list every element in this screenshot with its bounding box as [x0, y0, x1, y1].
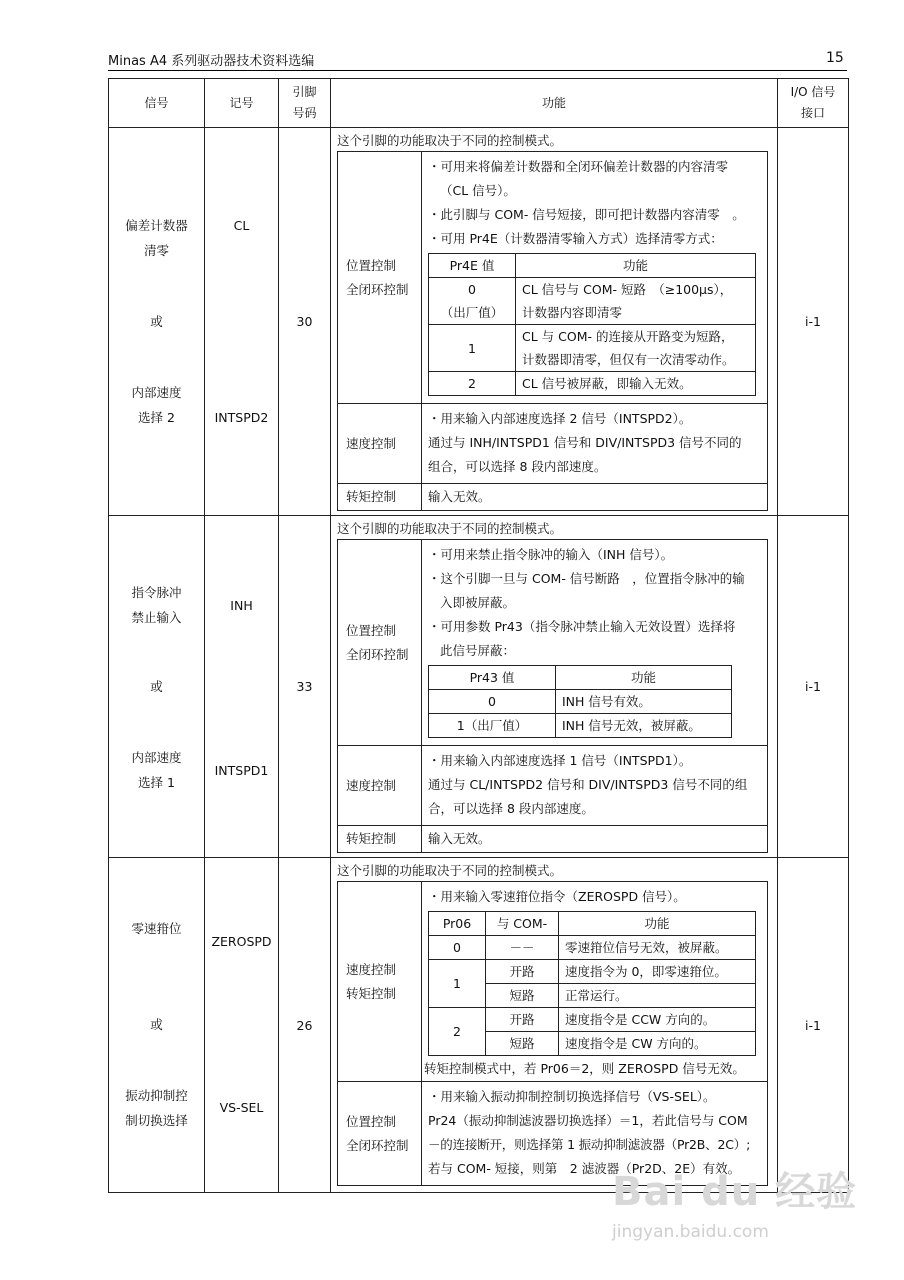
- function-line1: CL 与 COM- 的连接从开路变为短路，: [522, 329, 734, 344]
- mode-row-position: [338, 540, 768, 746]
- function-cell: [331, 858, 778, 1193]
- description-line: 此信号屏蔽：: [440, 643, 516, 658]
- signal-cell: [109, 858, 205, 1193]
- symbol-b: INTSPD2: [214, 409, 269, 425]
- signal-name-a-line1: 零速箝位: [131, 921, 182, 936]
- pr06-function: 速度指令为 0，即零速箝位。: [559, 960, 756, 984]
- symbol-a: CL: [233, 217, 250, 233]
- description-line: ・用来输入内部速度选择 1 信号（INTSPD1）。: [428, 753, 692, 768]
- mode-description-speed-torque: [422, 882, 768, 1082]
- function-cell: [331, 128, 778, 516]
- pr06-value: 1: [429, 960, 486, 1008]
- function-line2: 计数器即清零，但仅有一次清零动作。: [522, 352, 735, 367]
- signal-name-b-line1: 内部速度: [131, 750, 182, 765]
- signal-name-a-line2: 清零: [143, 242, 169, 258]
- col-header-io-line2: 接口: [800, 106, 825, 120]
- mode-row-torque: [338, 484, 768, 511]
- table-row: [429, 714, 732, 738]
- mode-description-torque: 输入无效。: [422, 484, 768, 511]
- pr06-header-com: 与 COM-: [486, 912, 559, 936]
- pr06-com-state: －－: [486, 936, 559, 960]
- description-line: ・可用 Pr4E（计数器清零输入方式）选择清零方式：: [428, 231, 723, 246]
- symbol-b: INTSPD1: [214, 763, 269, 778]
- symbol-cell: [205, 128, 279, 516]
- pr43-table: [428, 665, 732, 738]
- pr4e-function: [516, 325, 756, 372]
- pr4e-value: [429, 278, 516, 325]
- signal-name-b-line1: 振动抑制控: [125, 1088, 188, 1103]
- io-interface: i-1: [778, 516, 849, 858]
- pr06-com-state: 开路: [486, 1008, 559, 1032]
- torque-mode-note: 转矩控制模式中，若 Pr06＝2，则 ZEROSPD 信号无效。: [424, 1061, 745, 1076]
- signal-name-b-line2: 制切换选择: [125, 1113, 188, 1128]
- description-line: ・可用来将偏差计数器和全闭环偏差计数器的内容清零: [428, 159, 729, 174]
- col-header-pin-line2: 号码: [292, 106, 317, 120]
- page-number: 15: [826, 50, 844, 66]
- pr4e-value: 1: [429, 325, 516, 372]
- pr4e-function: [516, 278, 756, 325]
- function-line2: 计数器内容即清零: [522, 305, 623, 320]
- pr43-header-function: 功能: [556, 666, 732, 690]
- mode-table: [337, 151, 768, 511]
- mode-description-position: [422, 152, 768, 404]
- signal-name-b-line1: 内部速度: [131, 384, 182, 400]
- mode-label-line2: 转矩控制: [346, 985, 397, 1001]
- mode-description-position: [422, 540, 768, 746]
- mode-label-torque: 转矩控制: [338, 484, 422, 511]
- symbol-a: INH: [230, 598, 253, 613]
- mode-description-speed: [422, 404, 768, 484]
- symbol-cell: [205, 858, 279, 1193]
- mode-row-position: [338, 152, 768, 404]
- pr06-table: [428, 911, 756, 1056]
- table-row-pin-26: [109, 858, 849, 1193]
- description-line: （CL 信号）。: [440, 183, 516, 198]
- table-row: [429, 936, 756, 960]
- description-line: ・这个引脚一旦与 COM- 信号断路 ，位置指令脉冲的输: [428, 571, 745, 586]
- pr06-header-function: 功能: [559, 912, 756, 936]
- col-header-pin-line1: 引脚: [292, 85, 317, 99]
- description-line: ・用来输入零速箝位指令（ZEROSPD 信号）。: [428, 889, 686, 904]
- signal-or: 或: [150, 679, 163, 694]
- description-line: 组合，可以选择 8 段内部速度。: [428, 459, 607, 474]
- description-line: 合，可以选择 8 段内部速度。: [428, 801, 594, 816]
- mode-row-speed: [338, 404, 768, 484]
- col-header-symbol: 记号: [205, 79, 279, 128]
- mode-label-speed-torque: [338, 882, 422, 1082]
- document-header-title: Minas A4 系列驱动器技术资料选编: [108, 54, 315, 69]
- pr43-header-value: Pr43 值: [429, 666, 556, 690]
- mode-label-line1: 位置控制: [346, 1113, 397, 1129]
- signal-name-a-line1: 偏差计数器: [125, 217, 188, 233]
- function-cell: [331, 516, 778, 858]
- mode-label-torque: 转矩控制: [338, 826, 422, 853]
- mode-label-speed: 速度控制: [338, 746, 422, 826]
- header-rule: [108, 70, 847, 71]
- pr06-function: 零速箝位信号无效，被屏蔽。: [559, 936, 756, 960]
- signal-name-a-line1: 指令脉冲: [131, 585, 182, 600]
- signal-name-b-line2: 选择 2: [138, 409, 175, 425]
- pr4e-header-function: 功能: [516, 254, 756, 278]
- mode-label-position: [338, 152, 422, 404]
- mode-label-position: [338, 1082, 422, 1186]
- mode-row-torque: [338, 826, 768, 853]
- description-line: 入即被屏蔽。: [440, 595, 516, 610]
- pr4e-value: 2: [429, 372, 516, 396]
- description-line: －的连接断开，则选择第 1 振动抑制滤波器（Pr2B、2C）;: [428, 1137, 751, 1152]
- watermark-brand: Bai du 经验: [612, 1169, 858, 1215]
- col-header-function: 功能: [331, 79, 778, 128]
- description-line: 通过与 INH/INTSPD1 信号和 DIV/INTSPD3 信号不同的: [428, 435, 742, 450]
- io-interface: i-1: [778, 128, 849, 516]
- signal-cell: [109, 128, 205, 516]
- function-line1: CL 信号与 COM- 短路 （≥100μs），: [522, 282, 733, 297]
- mode-label-line1: 位置控制: [346, 622, 397, 638]
- pr06-function: 正常运行。: [559, 984, 756, 1008]
- pr43-function: INH 信号有效。: [556, 690, 732, 714]
- function-intro: 这个引脚的功能取决于不同的控制模式。: [337, 863, 563, 878]
- mode-label-line2: 全闭环控制: [346, 646, 409, 662]
- watermark-url: jingyan.baidu.com: [612, 1222, 769, 1242]
- function-intro: 这个引脚的功能取决于不同的控制模式。: [337, 521, 563, 536]
- pr4e-function: CL 信号被屏蔽，即输入无效。: [516, 372, 756, 396]
- mode-label-speed: 速度控制: [338, 404, 422, 484]
- signal-name-b-line2: 选择 1: [138, 775, 175, 790]
- pr06-function: 速度指令是 CCW 方向的。: [559, 1008, 756, 1032]
- signal-or: 或: [150, 1017, 163, 1032]
- pr06-com-state: 短路: [486, 1032, 559, 1056]
- table-row: [429, 1008, 756, 1032]
- mode-table: [337, 539, 768, 853]
- description-line: ・此引脚与 COM- 信号短接，即可把计数器内容清零 。: [428, 207, 745, 222]
- table-row: [429, 372, 756, 396]
- pr06-com-state: 开路: [486, 960, 559, 984]
- description-line: ・用来输入振动抑制控制切换选择信号（VS-SEL）。: [428, 1089, 716, 1104]
- pr06-header-value: Pr06: [429, 912, 486, 936]
- pr4e-table: [428, 253, 756, 396]
- pr06-function: 速度指令是 CW 方向的。: [559, 1032, 756, 1056]
- table-row-pin-33: [109, 516, 849, 858]
- pr43-value: 1（出厂值）: [429, 714, 556, 738]
- description-line: ・可用参数 Pr43（指令脉冲禁止输入无效设置）选择将: [428, 619, 736, 634]
- mode-label-position: [338, 540, 422, 746]
- io-interface: i-1: [778, 858, 849, 1193]
- description-line: 通过与 CL/INTSPD2 信号和 DIV/INTSPD3 信号不同的组: [428, 777, 748, 792]
- baidu-watermark: [612, 1160, 858, 1242]
- pin-number: 30: [279, 128, 331, 516]
- col-header-pin: [279, 79, 331, 128]
- mode-row-speed: [338, 746, 768, 826]
- col-header-signal: 信号: [109, 79, 205, 128]
- pr06-com-state: 短路: [486, 984, 559, 1008]
- table-row: [429, 278, 756, 325]
- symbol-a: ZEROSPD: [211, 934, 272, 949]
- table-row-pin-30: [109, 128, 849, 516]
- description-line: Pr24（振动抑制滤波器切换选择）＝1，若此信号与 COM: [428, 1113, 748, 1128]
- signal-table: [108, 78, 849, 1193]
- col-header-io: [778, 79, 849, 128]
- mode-label-line1: 位置控制: [346, 257, 397, 273]
- signal-cell: [109, 516, 205, 858]
- pin-number: 26: [279, 858, 331, 1193]
- pr06-value: 2: [429, 1008, 486, 1056]
- description-line: ・用来输入内部速度选择 2 信号（INTSPD2）。: [428, 411, 692, 426]
- pr4e-header-value: Pr4E 值: [429, 254, 516, 278]
- mode-description-speed: [422, 746, 768, 826]
- mode-table: [337, 881, 768, 1186]
- value-line1: 0: [468, 282, 476, 297]
- table-row: [429, 960, 756, 984]
- description-line: ・可用来禁止指令脉冲的输入（INH 信号）。: [428, 547, 674, 562]
- mode-label-line2: 全闭环控制: [346, 281, 409, 297]
- mode-row-speed-torque: [338, 882, 768, 1082]
- description-line: 若与 COM- 短接，则第 2 滤波器（Pr2D、2E）有效。: [428, 1161, 741, 1176]
- function-intro: 这个引脚的功能取决于不同的控制模式。: [337, 133, 563, 148]
- symbol-cell: [205, 516, 279, 858]
- value-line2: （出厂值）: [440, 305, 504, 320]
- mode-label-line2: 全闭环控制: [346, 1137, 409, 1153]
- mode-description-torque: 输入无效。: [422, 826, 768, 853]
- symbol-b: VS-SEL: [219, 1100, 264, 1115]
- col-header-io-line1: I/O 信号: [790, 85, 836, 99]
- pr43-function: INH 信号无效，被屏蔽。: [556, 714, 732, 738]
- mode-label-line1: 速度控制: [346, 961, 397, 977]
- table-row: [429, 325, 756, 372]
- signal-name-a-line2: 禁止输入: [131, 610, 182, 625]
- signal-or: 或: [150, 313, 163, 329]
- pr06-value: 0: [429, 936, 486, 960]
- pin-number: 33: [279, 516, 331, 858]
- table-header-row: [109, 79, 849, 128]
- pr43-value: 0: [429, 690, 556, 714]
- table-row: [429, 690, 732, 714]
